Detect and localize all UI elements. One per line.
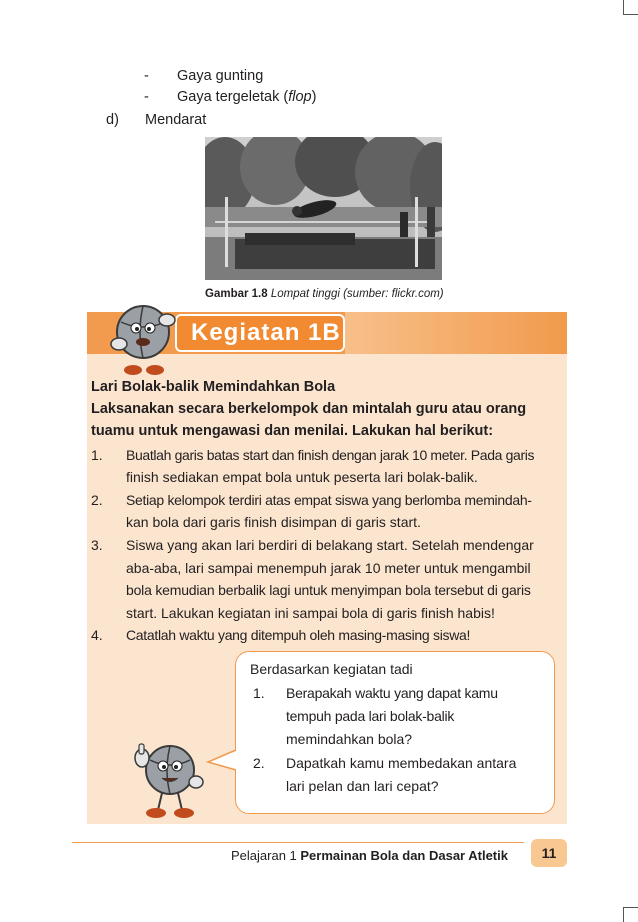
step-line: bola kemudian berbalik lagi untuk menyimpan bola tersebut di garis	[126, 582, 531, 598]
step-number: 4.	[91, 627, 103, 643]
mascot-ball-icon	[103, 298, 183, 383]
step-line: aba-aba, lari sampai menempuh jarak 10 meter untuk mengambil	[126, 560, 531, 576]
mascot-ball-thumbs-up-icon	[128, 738, 208, 825]
speech-bubble-tail-icon	[206, 748, 238, 774]
crop-mark-top-right	[623, 0, 638, 15]
step-line: kan bola dari garis finish disimpan di garis start.	[126, 514, 421, 530]
list-marker: -	[144, 89, 149, 105]
step-line: Buatlah garis batas start dan finish dengan jarak 10 meter. Pada garis	[126, 447, 535, 463]
step-line: start. Lakukan kegiatan ini sampai bola di garis finish habis!	[126, 605, 495, 621]
step-line: Catatlah waktu yang ditempuh oleh masing-masing siswa!	[126, 627, 471, 643]
question-line: Dapatkah kamu membedakan antara	[286, 755, 517, 771]
question-number: 2.	[253, 755, 265, 771]
crop-mark-bottom-right	[623, 907, 638, 922]
question-line: lari pelan dan lari cepat?	[286, 778, 439, 794]
footer-rule	[72, 842, 524, 843]
question-line: tempuh pada lari bolak-balik	[286, 708, 455, 724]
bubble-intro: Berdasarkan kegiatan tadi	[250, 661, 413, 677]
question-number: 1.	[253, 685, 265, 701]
high-jump-photo	[205, 137, 442, 280]
activity-heading: Lari Bolak-balik Memindahkan Bola	[91, 379, 336, 395]
step-number: 3.	[91, 537, 103, 553]
item-d-text: Mendarat	[145, 112, 207, 128]
step-number: 2.	[91, 492, 103, 508]
activity-header-gradient	[345, 312, 567, 354]
step-line: Siswa yang akan lari berdiri di belakang start. Setelah mendengar	[126, 537, 534, 553]
step-line: Setiap kelompok terdiri atas empat siswa yang berlomba memindah-	[126, 492, 532, 508]
activity-title: Kegiatan 1B	[175, 314, 345, 352]
list-item-gaya-tergeletak: Gaya tergeletak (flop)	[177, 89, 317, 105]
list-marker: -	[144, 68, 149, 84]
page-number: 11	[531, 839, 567, 867]
item-d-marker: d)	[106, 112, 119, 128]
activity-intro-line: Laksanakan secara berkelompok dan mintalah guru atau orang	[91, 401, 527, 417]
step-number: 1.	[91, 447, 103, 463]
step-line: finish sediakan empat bola untuk peserta lari bolak-balik.	[126, 469, 478, 485]
list-item-gaya-gunting: Gaya gunting	[177, 68, 264, 84]
question-line: Berapakah waktu yang dapat kamu	[286, 685, 498, 701]
question-line: memindahkan bola?	[286, 731, 413, 747]
figure-caption: Gambar 1.8 Lompat tinggi (sumber: flickr.com)	[205, 288, 444, 300]
footer-text: Pelajaran 1 Permainan Bola dan Dasar Atletik	[231, 848, 508, 863]
activity-intro-line: tuamu untuk mengawasi dan menilai. Lakukan hal berikut:	[91, 423, 494, 439]
